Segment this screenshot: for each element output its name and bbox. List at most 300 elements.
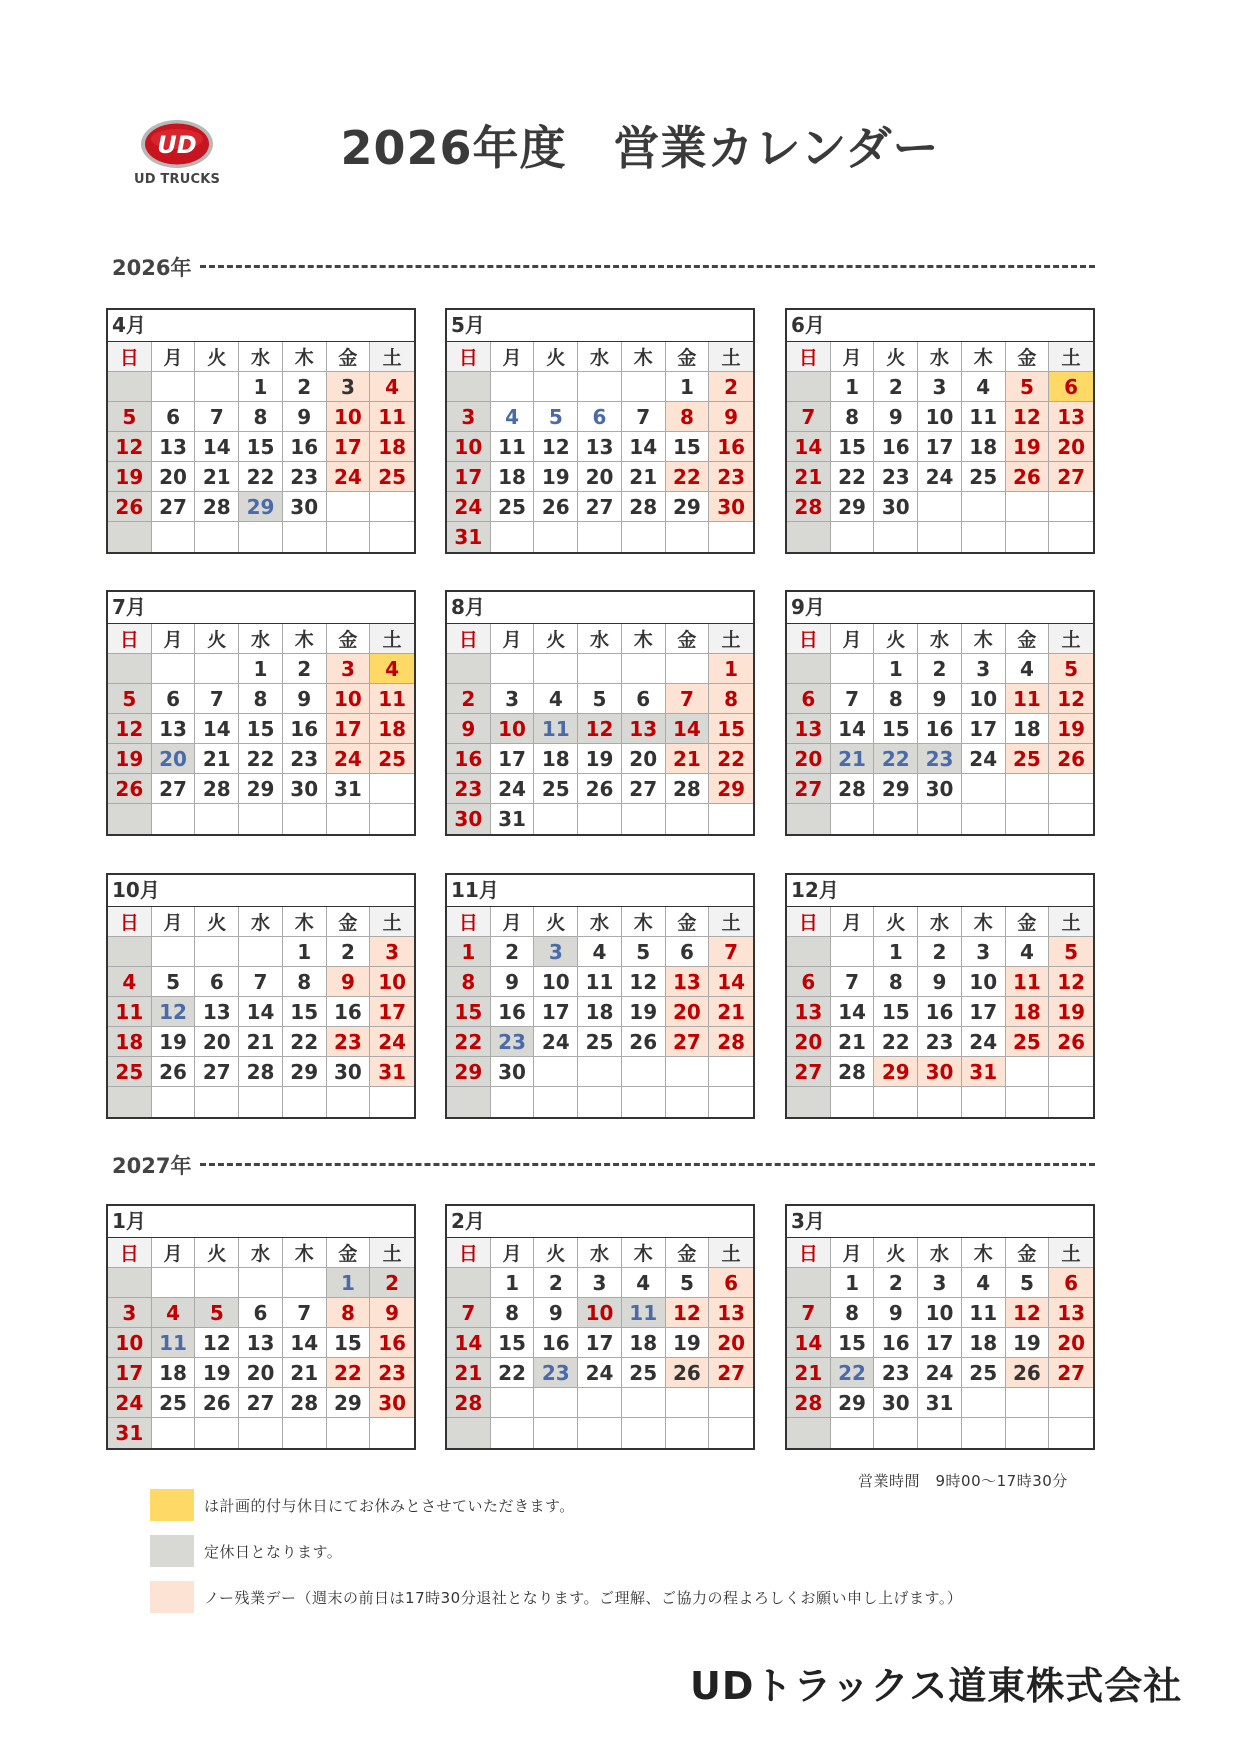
weekday-header: 水 bbox=[578, 1238, 622, 1268]
weekday-header: 月 bbox=[831, 624, 875, 654]
ud-logo-icon bbox=[139, 118, 215, 170]
empty-cell bbox=[327, 1087, 371, 1117]
day-cell: 14 bbox=[709, 967, 753, 997]
month-day-grid bbox=[787, 1238, 1093, 1448]
day-cell: 19 bbox=[1006, 1328, 1050, 1358]
day-cell: 13 bbox=[787, 714, 831, 744]
day-cell: 26 bbox=[666, 1358, 710, 1388]
empty-cell bbox=[666, 654, 710, 684]
day-cell: 14 bbox=[195, 432, 239, 462]
day-cell: 4 bbox=[108, 967, 152, 997]
month-day-grid bbox=[108, 907, 414, 1117]
day-cell: 22 bbox=[831, 462, 875, 492]
day-cell: 30 bbox=[918, 1057, 962, 1087]
empty-cell bbox=[108, 1268, 152, 1298]
day-cell: 19 bbox=[152, 1027, 196, 1057]
month-calendar bbox=[785, 590, 1095, 836]
empty-cell bbox=[491, 522, 535, 552]
day-cell: 30 bbox=[283, 774, 327, 804]
weekday-header: 月 bbox=[152, 624, 196, 654]
day-cell: 13 bbox=[709, 1298, 753, 1328]
empty-cell bbox=[534, 1418, 578, 1448]
weekday-header: 月 bbox=[491, 1238, 535, 1268]
empty-cell bbox=[622, 804, 666, 834]
day-cell: 16 bbox=[918, 997, 962, 1027]
day-cell: 28 bbox=[447, 1388, 491, 1418]
day-cell: 20 bbox=[1049, 1328, 1093, 1358]
weekday-header: 水 bbox=[239, 342, 283, 372]
empty-cell bbox=[152, 522, 196, 552]
weekday-header: 月 bbox=[152, 342, 196, 372]
day-cell: 26 bbox=[622, 1027, 666, 1057]
month-title: 12月 bbox=[787, 875, 1093, 907]
day-cell: 14 bbox=[831, 997, 875, 1027]
day-cell: 27 bbox=[787, 1057, 831, 1087]
day-cell: 21 bbox=[195, 744, 239, 774]
weekday-header: 土 bbox=[709, 624, 753, 654]
day-cell: 28 bbox=[831, 774, 875, 804]
day-cell: 11 bbox=[578, 967, 622, 997]
empty-cell bbox=[283, 1087, 327, 1117]
day-cell: 30 bbox=[874, 1388, 918, 1418]
empty-cell bbox=[709, 1388, 753, 1418]
day-cell: 17 bbox=[918, 432, 962, 462]
day-cell: 13 bbox=[152, 432, 196, 462]
weekday-header: 金 bbox=[327, 1238, 371, 1268]
day-cell: 12 bbox=[622, 967, 666, 997]
weekday-header: 土 bbox=[1049, 624, 1093, 654]
weekday-header: 火 bbox=[874, 624, 918, 654]
day-cell: 17 bbox=[918, 1328, 962, 1358]
day-cell: 28 bbox=[666, 774, 710, 804]
day-cell: 6 bbox=[152, 684, 196, 714]
day-cell: 2 bbox=[283, 654, 327, 684]
day-cell: 16 bbox=[918, 714, 962, 744]
day-cell: 4 bbox=[491, 402, 535, 432]
day-cell: 22 bbox=[327, 1358, 371, 1388]
weekday-header: 水 bbox=[578, 342, 622, 372]
day-cell: 24 bbox=[962, 744, 1006, 774]
legend-text-planned: は計画的付与休日にてお休みとさせていただきます。 bbox=[204, 1496, 575, 1515]
weekday-header: 金 bbox=[1006, 342, 1050, 372]
empty-cell bbox=[831, 1418, 875, 1448]
day-cell: 5 bbox=[108, 402, 152, 432]
empty-cell bbox=[666, 1388, 710, 1418]
day-cell: 20 bbox=[622, 744, 666, 774]
day-cell: 29 bbox=[709, 774, 753, 804]
empty-cell bbox=[1049, 1057, 1093, 1087]
day-cell: 11 bbox=[622, 1298, 666, 1328]
day-cell: 13 bbox=[622, 714, 666, 744]
day-cell: 1 bbox=[447, 937, 491, 967]
day-cell: 10 bbox=[578, 1298, 622, 1328]
day-cell: 12 bbox=[1006, 402, 1050, 432]
day-cell: 20 bbox=[578, 462, 622, 492]
weekday-header: 金 bbox=[666, 907, 710, 937]
day-cell: 22 bbox=[283, 1027, 327, 1057]
day-cell: 5 bbox=[578, 684, 622, 714]
month-day-grid bbox=[108, 624, 414, 834]
day-cell: 5 bbox=[195, 1298, 239, 1328]
day-cell: 16 bbox=[327, 997, 371, 1027]
weekday-header: 木 bbox=[962, 342, 1006, 372]
day-cell: 14 bbox=[622, 432, 666, 462]
day-cell: 19 bbox=[108, 462, 152, 492]
day-cell: 9 bbox=[491, 967, 535, 997]
legend-text-no-overtime: ノー残業デー（週末の前日は17時30分退社となります。ご理解、ご協力の程よろしくお願い申し上げます。） bbox=[204, 1588, 963, 1607]
weekday-header: 日 bbox=[787, 1238, 831, 1268]
empty-cell bbox=[666, 1087, 710, 1117]
day-cell: 9 bbox=[447, 714, 491, 744]
day-cell: 25 bbox=[534, 774, 578, 804]
empty-cell bbox=[1006, 1057, 1050, 1087]
day-cell: 15 bbox=[239, 714, 283, 744]
empty-cell bbox=[491, 1087, 535, 1117]
empty-cell bbox=[108, 522, 152, 552]
day-cell: 1 bbox=[239, 654, 283, 684]
empty-cell bbox=[1006, 492, 1050, 522]
empty-cell bbox=[666, 522, 710, 552]
day-cell: 31 bbox=[108, 1418, 152, 1448]
day-cell: 13 bbox=[195, 997, 239, 1027]
month-calendar bbox=[106, 873, 416, 1119]
day-cell: 8 bbox=[666, 402, 710, 432]
day-cell: 21 bbox=[447, 1358, 491, 1388]
weekday-header: 月 bbox=[491, 342, 535, 372]
empty-cell bbox=[787, 522, 831, 552]
day-cell: 20 bbox=[666, 997, 710, 1027]
day-cell: 19 bbox=[578, 744, 622, 774]
day-cell: 12 bbox=[578, 714, 622, 744]
day-cell: 14 bbox=[195, 714, 239, 744]
month-title: 1月 bbox=[108, 1206, 414, 1238]
day-cell: 4 bbox=[152, 1298, 196, 1328]
day-cell: 23 bbox=[283, 462, 327, 492]
day-cell: 7 bbox=[787, 1298, 831, 1328]
empty-cell bbox=[152, 1087, 196, 1117]
empty-cell bbox=[918, 1087, 962, 1117]
day-cell: 28 bbox=[787, 1388, 831, 1418]
day-cell: 14 bbox=[283, 1328, 327, 1358]
weekday-header: 火 bbox=[874, 1238, 918, 1268]
day-cell: 17 bbox=[578, 1328, 622, 1358]
day-cell: 8 bbox=[709, 684, 753, 714]
day-cell: 11 bbox=[108, 997, 152, 1027]
day-cell: 17 bbox=[447, 462, 491, 492]
month-day-grid bbox=[108, 1238, 414, 1448]
weekday-header: 水 bbox=[239, 907, 283, 937]
month-title: 7月 bbox=[108, 592, 414, 624]
day-cell: 16 bbox=[283, 714, 327, 744]
empty-cell bbox=[918, 804, 962, 834]
day-cell: 6 bbox=[239, 1298, 283, 1328]
day-cell: 5 bbox=[1006, 1268, 1050, 1298]
day-cell: 21 bbox=[831, 1027, 875, 1057]
day-cell: 3 bbox=[327, 372, 371, 402]
day-cell: 28 bbox=[239, 1057, 283, 1087]
day-cell: 13 bbox=[1049, 402, 1093, 432]
month-day-grid bbox=[447, 1238, 753, 1448]
day-cell: 17 bbox=[327, 714, 371, 744]
day-cell: 19 bbox=[108, 744, 152, 774]
day-cell: 24 bbox=[370, 1027, 414, 1057]
empty-cell bbox=[195, 372, 239, 402]
day-cell: 12 bbox=[195, 1328, 239, 1358]
empty-cell bbox=[787, 937, 831, 967]
weekday-header: 火 bbox=[534, 1238, 578, 1268]
empty-cell bbox=[1049, 492, 1093, 522]
day-cell: 21 bbox=[666, 744, 710, 774]
weekday-header: 金 bbox=[1006, 907, 1050, 937]
day-cell: 9 bbox=[283, 402, 327, 432]
weekday-header: 水 bbox=[578, 907, 622, 937]
day-cell: 16 bbox=[874, 1328, 918, 1358]
weekday-header: 日 bbox=[108, 1238, 152, 1268]
day-cell: 23 bbox=[283, 744, 327, 774]
weekday-header: 日 bbox=[447, 1238, 491, 1268]
empty-cell bbox=[962, 774, 1006, 804]
day-cell: 29 bbox=[666, 492, 710, 522]
logo-text: UD TRUCKS bbox=[133, 172, 221, 187]
day-cell: 5 bbox=[1006, 372, 1050, 402]
day-cell: 10 bbox=[918, 1298, 962, 1328]
day-cell: 7 bbox=[831, 967, 875, 997]
weekday-header: 火 bbox=[195, 907, 239, 937]
logo-mark: UD bbox=[157, 131, 197, 159]
empty-cell bbox=[962, 1388, 1006, 1418]
empty-cell bbox=[195, 804, 239, 834]
empty-cell bbox=[370, 804, 414, 834]
day-cell: 15 bbox=[831, 1328, 875, 1358]
day-cell: 2 bbox=[283, 372, 327, 402]
day-cell: 17 bbox=[962, 714, 1006, 744]
day-cell: 24 bbox=[578, 1358, 622, 1388]
day-cell: 6 bbox=[1049, 372, 1093, 402]
empty-cell bbox=[787, 1418, 831, 1448]
day-cell: 9 bbox=[918, 967, 962, 997]
day-cell: 22 bbox=[239, 462, 283, 492]
empty-cell bbox=[1049, 1388, 1093, 1418]
day-cell: 1 bbox=[666, 372, 710, 402]
day-cell: 23 bbox=[491, 1027, 535, 1057]
day-cell: 20 bbox=[709, 1328, 753, 1358]
empty-cell bbox=[666, 804, 710, 834]
weekday-header: 火 bbox=[534, 624, 578, 654]
day-cell: 15 bbox=[327, 1328, 371, 1358]
day-cell: 7 bbox=[787, 402, 831, 432]
empty-cell bbox=[787, 1268, 831, 1298]
empty-cell bbox=[709, 522, 753, 552]
day-cell: 14 bbox=[787, 432, 831, 462]
day-cell: 18 bbox=[491, 462, 535, 492]
weekday-header: 火 bbox=[534, 342, 578, 372]
day-cell: 12 bbox=[1006, 1298, 1050, 1328]
day-cell: 16 bbox=[491, 997, 535, 1027]
empty-cell bbox=[370, 522, 414, 552]
legend-text-regular: 定休日となります。 bbox=[204, 1542, 343, 1561]
day-cell: 21 bbox=[787, 1358, 831, 1388]
day-cell: 6 bbox=[152, 402, 196, 432]
weekday-header: 日 bbox=[787, 342, 831, 372]
empty-cell bbox=[622, 372, 666, 402]
day-cell: 3 bbox=[327, 654, 371, 684]
empty-cell bbox=[578, 654, 622, 684]
empty-cell bbox=[1006, 774, 1050, 804]
month-calendar bbox=[785, 308, 1095, 554]
day-cell: 10 bbox=[962, 684, 1006, 714]
weekday-header: 月 bbox=[491, 624, 535, 654]
empty-cell bbox=[1049, 804, 1093, 834]
day-cell: 10 bbox=[327, 402, 371, 432]
empty-cell bbox=[962, 1418, 1006, 1448]
day-cell: 30 bbox=[447, 804, 491, 834]
day-cell: 6 bbox=[622, 684, 666, 714]
day-cell: 30 bbox=[709, 492, 753, 522]
empty-cell bbox=[1049, 1087, 1093, 1117]
empty-cell bbox=[578, 1388, 622, 1418]
day-cell: 7 bbox=[195, 684, 239, 714]
weekday-header: 木 bbox=[962, 907, 1006, 937]
empty-cell bbox=[370, 1418, 414, 1448]
legend-no-overtime bbox=[150, 1581, 962, 1613]
day-cell: 19 bbox=[534, 462, 578, 492]
day-cell: 4 bbox=[622, 1268, 666, 1298]
empty-cell bbox=[874, 522, 918, 552]
empty-cell bbox=[787, 804, 831, 834]
day-cell: 21 bbox=[195, 462, 239, 492]
day-cell: 27 bbox=[1049, 462, 1093, 492]
empty-cell bbox=[874, 804, 918, 834]
day-cell: 24 bbox=[327, 744, 371, 774]
empty-cell bbox=[108, 937, 152, 967]
day-cell: 12 bbox=[1049, 684, 1093, 714]
weekday-header: 日 bbox=[447, 624, 491, 654]
empty-cell bbox=[578, 804, 622, 834]
day-cell: 8 bbox=[831, 402, 875, 432]
day-cell: 15 bbox=[709, 714, 753, 744]
day-cell: 23 bbox=[447, 774, 491, 804]
business-hours: 営業時間 9時00～17時30分 bbox=[858, 1472, 1068, 1490]
legend-swatch-no-overtime bbox=[150, 1581, 194, 1613]
day-cell: 6 bbox=[1049, 1268, 1093, 1298]
day-cell: 12 bbox=[534, 432, 578, 462]
day-cell: 2 bbox=[709, 372, 753, 402]
day-cell: 10 bbox=[962, 967, 1006, 997]
day-cell: 9 bbox=[709, 402, 753, 432]
empty-cell bbox=[447, 372, 491, 402]
day-cell: 29 bbox=[874, 774, 918, 804]
month-calendar bbox=[445, 308, 755, 554]
day-cell: 23 bbox=[709, 462, 753, 492]
day-cell: 1 bbox=[874, 937, 918, 967]
day-cell: 10 bbox=[370, 967, 414, 997]
empty-cell bbox=[195, 522, 239, 552]
empty-cell bbox=[491, 1388, 535, 1418]
empty-cell bbox=[709, 1057, 753, 1087]
day-cell: 2 bbox=[447, 684, 491, 714]
month-title: 2月 bbox=[447, 1206, 753, 1238]
month-day-grid bbox=[447, 342, 753, 552]
empty-cell bbox=[108, 372, 152, 402]
weekday-header: 水 bbox=[918, 342, 962, 372]
day-cell: 8 bbox=[491, 1298, 535, 1328]
weekday-header: 日 bbox=[447, 342, 491, 372]
day-cell: 16 bbox=[874, 432, 918, 462]
weekday-header: 日 bbox=[447, 907, 491, 937]
day-cell: 1 bbox=[491, 1268, 535, 1298]
day-cell: 30 bbox=[874, 492, 918, 522]
weekday-header: 日 bbox=[108, 624, 152, 654]
weekday-header: 土 bbox=[1049, 907, 1093, 937]
empty-cell bbox=[327, 522, 371, 552]
weekday-header: 土 bbox=[1049, 342, 1093, 372]
day-cell: 26 bbox=[534, 492, 578, 522]
weekday-header: 土 bbox=[709, 907, 753, 937]
day-cell: 12 bbox=[108, 714, 152, 744]
weekday-header: 水 bbox=[918, 624, 962, 654]
day-cell: 23 bbox=[370, 1358, 414, 1388]
day-cell: 10 bbox=[918, 402, 962, 432]
day-cell: 18 bbox=[1006, 997, 1050, 1027]
day-cell: 1 bbox=[831, 372, 875, 402]
day-cell: 2 bbox=[327, 937, 371, 967]
day-cell: 28 bbox=[195, 492, 239, 522]
empty-cell bbox=[239, 804, 283, 834]
day-cell: 23 bbox=[874, 1358, 918, 1388]
weekday-header: 木 bbox=[283, 342, 327, 372]
day-cell: 25 bbox=[370, 462, 414, 492]
empty-cell bbox=[447, 1268, 491, 1298]
weekday-header: 金 bbox=[1006, 1238, 1050, 1268]
day-cell: 19 bbox=[1006, 432, 1050, 462]
day-cell: 25 bbox=[491, 492, 535, 522]
day-cell: 6 bbox=[666, 937, 710, 967]
day-cell: 26 bbox=[1049, 744, 1093, 774]
day-cell: 17 bbox=[534, 997, 578, 1027]
empty-cell bbox=[831, 654, 875, 684]
day-cell: 7 bbox=[447, 1298, 491, 1328]
weekday-header: 土 bbox=[370, 342, 414, 372]
logo bbox=[122, 118, 232, 198]
day-cell: 24 bbox=[108, 1388, 152, 1418]
empty-cell bbox=[918, 522, 962, 552]
weekday-header: 水 bbox=[918, 1238, 962, 1268]
day-cell: 15 bbox=[447, 997, 491, 1027]
day-cell: 3 bbox=[534, 937, 578, 967]
day-cell: 4 bbox=[1006, 937, 1050, 967]
day-cell: 21 bbox=[622, 462, 666, 492]
day-cell: 16 bbox=[709, 432, 753, 462]
day-cell: 1 bbox=[283, 937, 327, 967]
day-cell: 25 bbox=[108, 1057, 152, 1087]
day-cell: 28 bbox=[787, 492, 831, 522]
empty-cell bbox=[152, 654, 196, 684]
day-cell: 11 bbox=[962, 402, 1006, 432]
day-cell: 18 bbox=[578, 997, 622, 1027]
day-cell: 28 bbox=[831, 1057, 875, 1087]
day-cell: 3 bbox=[491, 684, 535, 714]
empty-cell bbox=[370, 492, 414, 522]
day-cell: 11 bbox=[491, 432, 535, 462]
day-cell: 10 bbox=[447, 432, 491, 462]
day-cell: 18 bbox=[962, 1328, 1006, 1358]
weekday-header: 土 bbox=[709, 1238, 753, 1268]
day-cell: 28 bbox=[195, 774, 239, 804]
day-cell: 22 bbox=[239, 744, 283, 774]
day-cell: 15 bbox=[239, 432, 283, 462]
empty-cell bbox=[283, 522, 327, 552]
empty-cell bbox=[108, 654, 152, 684]
